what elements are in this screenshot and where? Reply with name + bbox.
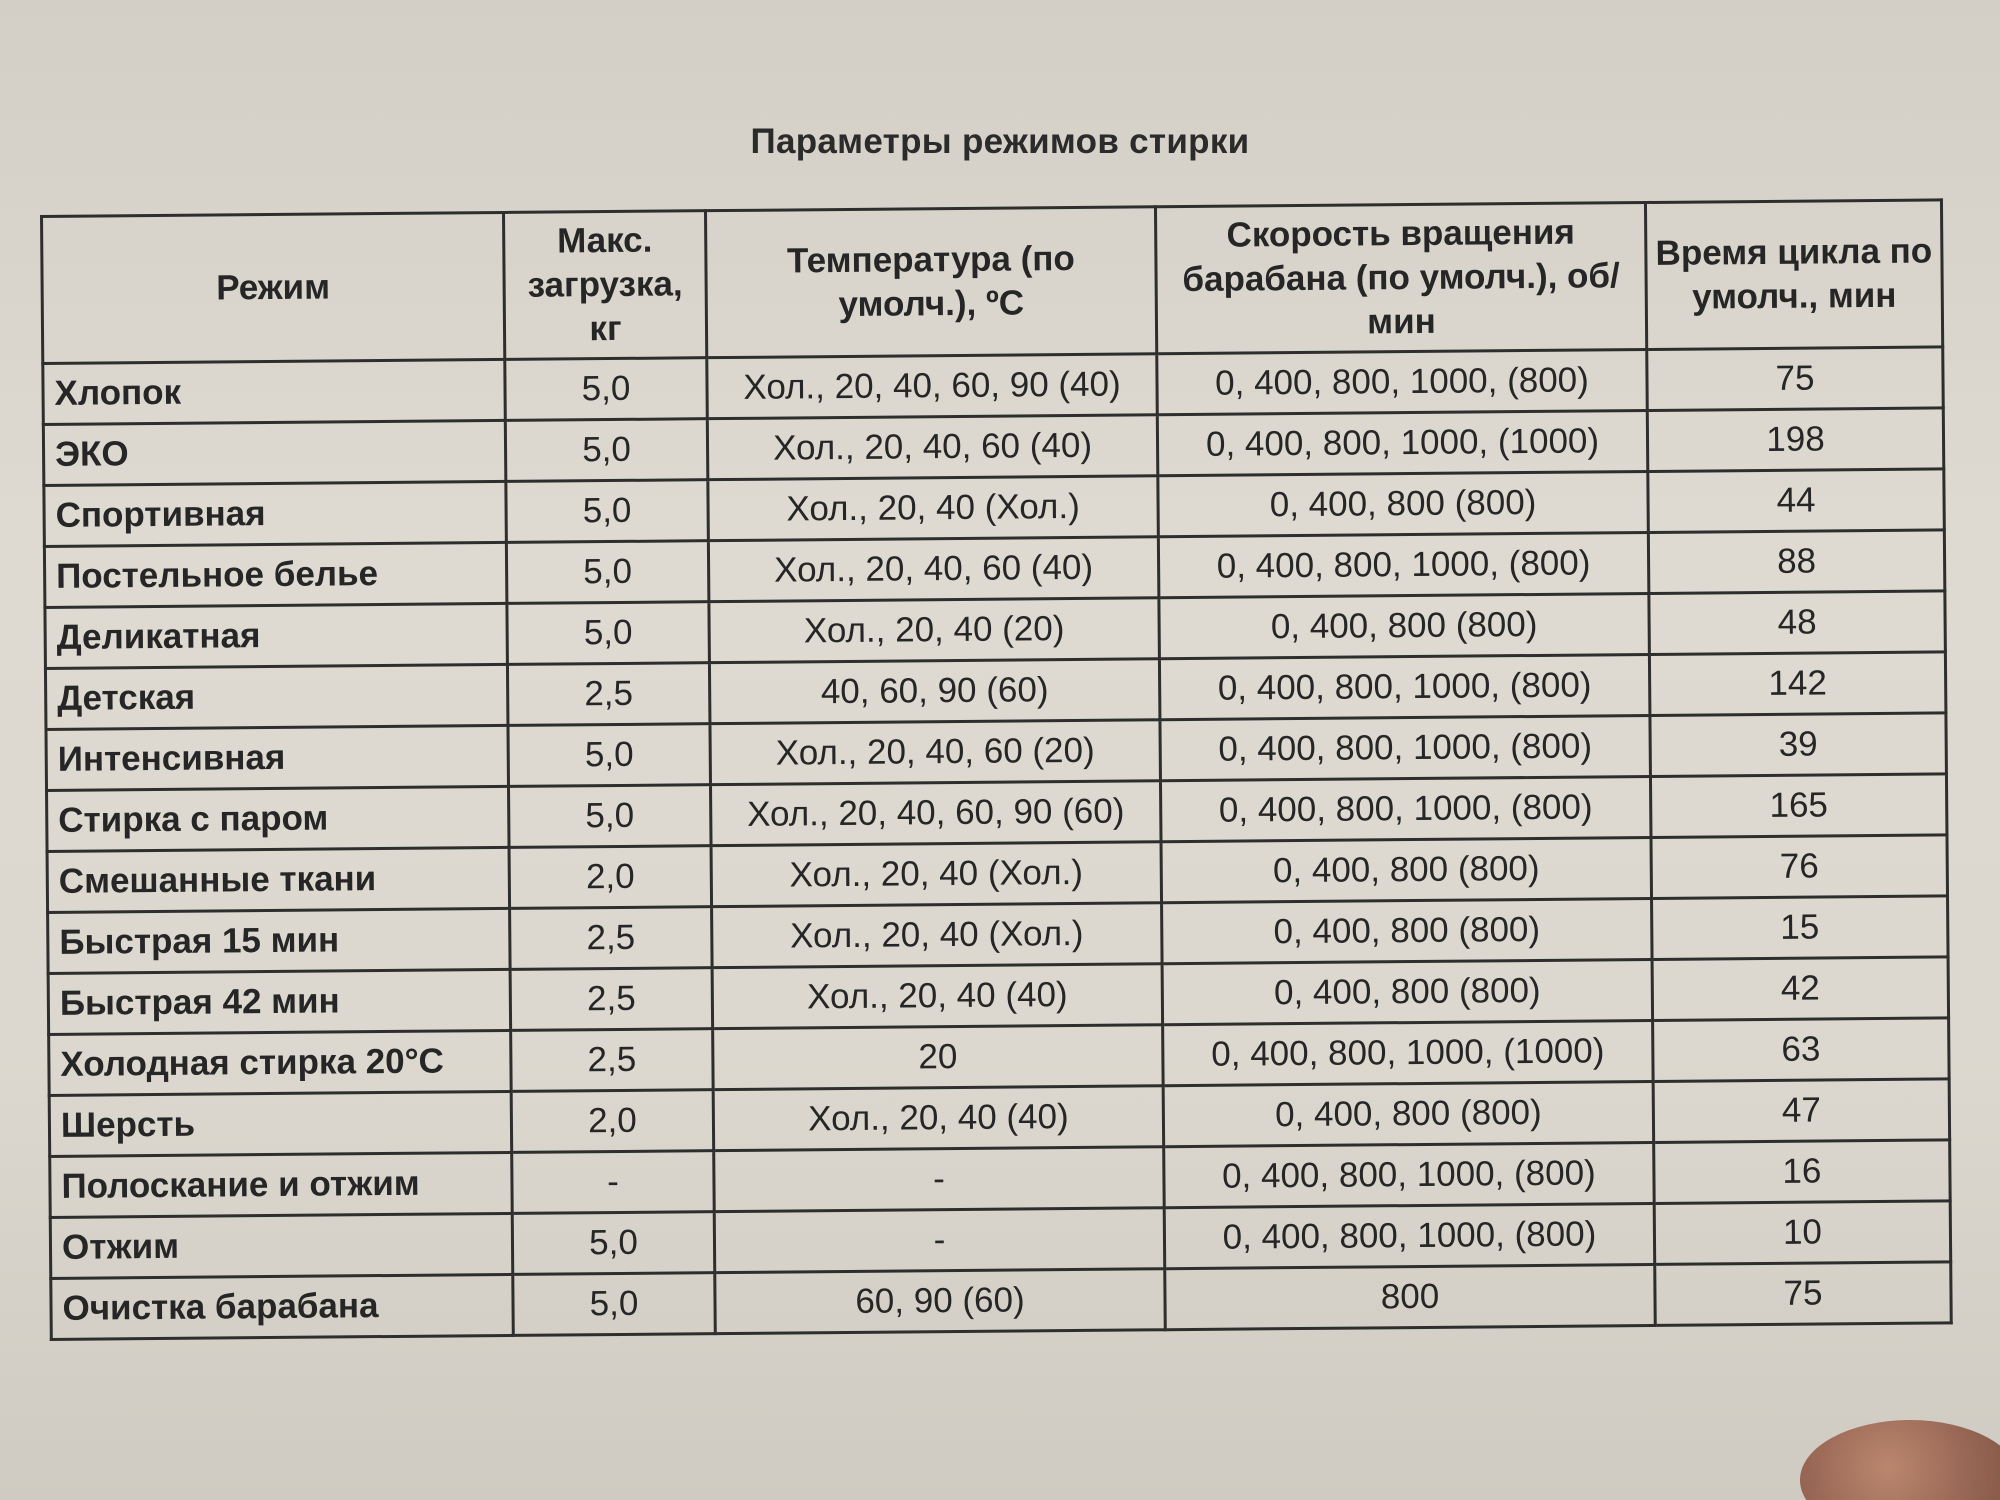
cell-mode: Стирка с паром — [47, 786, 510, 851]
cell-mode: Холодная стирка 20°C — [49, 1030, 512, 1095]
cell-cycle-time: 75 — [1655, 1262, 1952, 1326]
cell-cycle-time: 10 — [1654, 1201, 1951, 1265]
cell-max-load: 5,0 — [505, 419, 708, 482]
cell-temperature: - — [714, 1147, 1165, 1212]
cell-mode: ЭКО — [43, 420, 506, 485]
cell-cycle-time: 15 — [1652, 896, 1949, 960]
cell-mode: Очистка барабана — [51, 1274, 514, 1339]
cell-max-load: 5,0 — [512, 1212, 715, 1275]
cell-temperature: 20 — [713, 1025, 1164, 1090]
cell-max-load: 2,5 — [510, 968, 713, 1031]
cell-spin-speed: 0, 400, 800 (800) — [1158, 471, 1649, 536]
cell-cycle-time: 75 — [1647, 347, 1944, 411]
cell-spin-speed: 0, 400, 800, 1000, (800) — [1164, 1142, 1655, 1207]
cell-cycle-time: 39 — [1650, 713, 1947, 777]
cell-cycle-time: 165 — [1650, 774, 1947, 838]
table-wrapper — [40, 198, 1950, 1341]
cell-temperature: Хол., 20, 40 (40) — [712, 964, 1163, 1029]
cell-spin-speed: 0, 400, 800 (800) — [1162, 959, 1653, 1024]
cell-spin-speed: 0, 400, 800, 1000, (800) — [1164, 1203, 1655, 1268]
cell-cycle-time: 16 — [1654, 1140, 1951, 1204]
cell-spin-speed: 0, 400, 800 (800) — [1162, 898, 1653, 963]
cell-spin-speed: 0, 400, 800, 1000, (800) — [1160, 776, 1651, 841]
cell-max-load: 2,5 — [507, 663, 710, 726]
cell-max-load: 2,0 — [511, 1090, 714, 1153]
cell-temperature: Хол., 20, 40 (40) — [713, 1086, 1164, 1151]
cell-mode: Отжим — [50, 1213, 513, 1278]
cell-max-load: 5,0 — [505, 358, 708, 421]
wash-modes-table — [40, 198, 1953, 1341]
cell-mode: Спортивная — [44, 481, 507, 546]
cell-mode: Хлопок — [43, 359, 506, 424]
cell-mode: Детская — [45, 664, 508, 729]
cell-temperature: 40, 60, 90 (60) — [709, 659, 1160, 724]
cell-max-load: 5,0 — [508, 724, 711, 787]
cell-max-load: 5,0 — [506, 541, 709, 604]
cell-mode: Быстрая 15 мин — [48, 908, 511, 973]
cell-mode: Смешанные ткани — [47, 847, 510, 912]
cell-temperature: Хол., 20, 40 (Хол.) — [712, 903, 1163, 968]
cell-cycle-time: 63 — [1653, 1018, 1950, 1082]
cell-temperature: Хол., 20, 40 (Хол.) — [711, 842, 1162, 907]
cell-cycle-time: 198 — [1647, 408, 1944, 472]
cell-spin-speed: 0, 400, 800, 1000, (800) — [1157, 349, 1648, 414]
header-max-load: Макс. загрузка, кг — [503, 211, 706, 360]
cell-max-load: 2,5 — [511, 1029, 714, 1092]
cell-temperature: Хол., 20, 40, 60, 90 (60) — [710, 781, 1161, 846]
cell-temperature: Хол., 20, 40, 60 (40) — [707, 415, 1158, 480]
cell-cycle-time: 42 — [1652, 957, 1949, 1021]
cell-temperature: Хол., 20, 40 (20) — [709, 598, 1160, 663]
header-temperature: Температура (по умолч.), ºC — [705, 207, 1156, 358]
cell-temperature: Хол., 20, 40, 60, 90 (40) — [707, 354, 1158, 419]
header-mode: Режим — [42, 212, 505, 363]
cell-temperature: - — [714, 1208, 1165, 1273]
cell-max-load: 5,0 — [506, 480, 709, 543]
cell-spin-speed: 0, 400, 800 (800) — [1159, 593, 1650, 658]
table-body — [43, 347, 1951, 1340]
cell-mode: Быстрая 42 мин — [48, 969, 511, 1034]
cell-mode: Постельное белье — [44, 542, 507, 607]
cell-mode: Деликатная — [45, 603, 508, 668]
cell-cycle-time: 47 — [1653, 1079, 1950, 1143]
cell-mode: Шерсть — [49, 1091, 512, 1156]
cell-spin-speed: 0, 400, 800, 1000, (800) — [1159, 654, 1650, 719]
table-header-row — [42, 200, 1943, 364]
cell-temperature: 60, 90 (60) — [715, 1269, 1166, 1334]
cell-temperature: Хол., 20, 40, 60 (40) — [708, 537, 1159, 602]
cell-max-load: 2,5 — [510, 907, 713, 970]
cell-cycle-time: 88 — [1648, 530, 1945, 594]
cell-spin-speed: 0, 400, 800, 1000, (800) — [1158, 532, 1649, 597]
cell-mode: Полоскание и отжим — [50, 1152, 513, 1217]
cell-spin-speed: 0, 400, 800, 1000, (1000) — [1157, 410, 1648, 475]
cell-cycle-time: 76 — [1651, 835, 1948, 899]
cell-temperature: Хол., 20, 40 (Хол.) — [708, 476, 1159, 541]
cell-mode: Интенсивная — [46, 725, 509, 790]
cell-spin-speed: 0, 400, 800, 1000, (800) — [1160, 715, 1651, 780]
page-title: Параметры режимов стирки — [750, 122, 1250, 161]
cell-max-load: 5,0 — [513, 1273, 716, 1336]
cell-max-load: - — [512, 1151, 715, 1214]
cell-max-load: 2,0 — [509, 846, 712, 909]
cell-spin-speed: 0, 400, 800 (800) — [1161, 837, 1652, 902]
header-cycle-time: Время цикла по умолч., мин — [1645, 200, 1942, 350]
cell-cycle-time: 48 — [1649, 591, 1946, 655]
header-spin-speed: Скорость вращения барабана (по умолч.), об/мин — [1155, 202, 1646, 353]
cell-cycle-time: 142 — [1649, 652, 1946, 716]
cell-spin-speed: 800 — [1165, 1264, 1656, 1329]
cell-temperature: Хол., 20, 40, 60 (20) — [710, 720, 1161, 785]
cell-max-load: 5,0 — [509, 785, 712, 848]
cell-max-load: 5,0 — [507, 602, 710, 665]
cell-cycle-time: 44 — [1648, 469, 1945, 533]
bleed-through-text-bottom — [60, 1370, 1960, 1500]
cell-spin-speed: 0, 400, 800, 1000, (1000) — [1163, 1020, 1654, 1085]
cell-spin-speed: 0, 400, 800 (800) — [1163, 1081, 1654, 1146]
bleed-through-text-top — [60, 0, 1960, 200]
